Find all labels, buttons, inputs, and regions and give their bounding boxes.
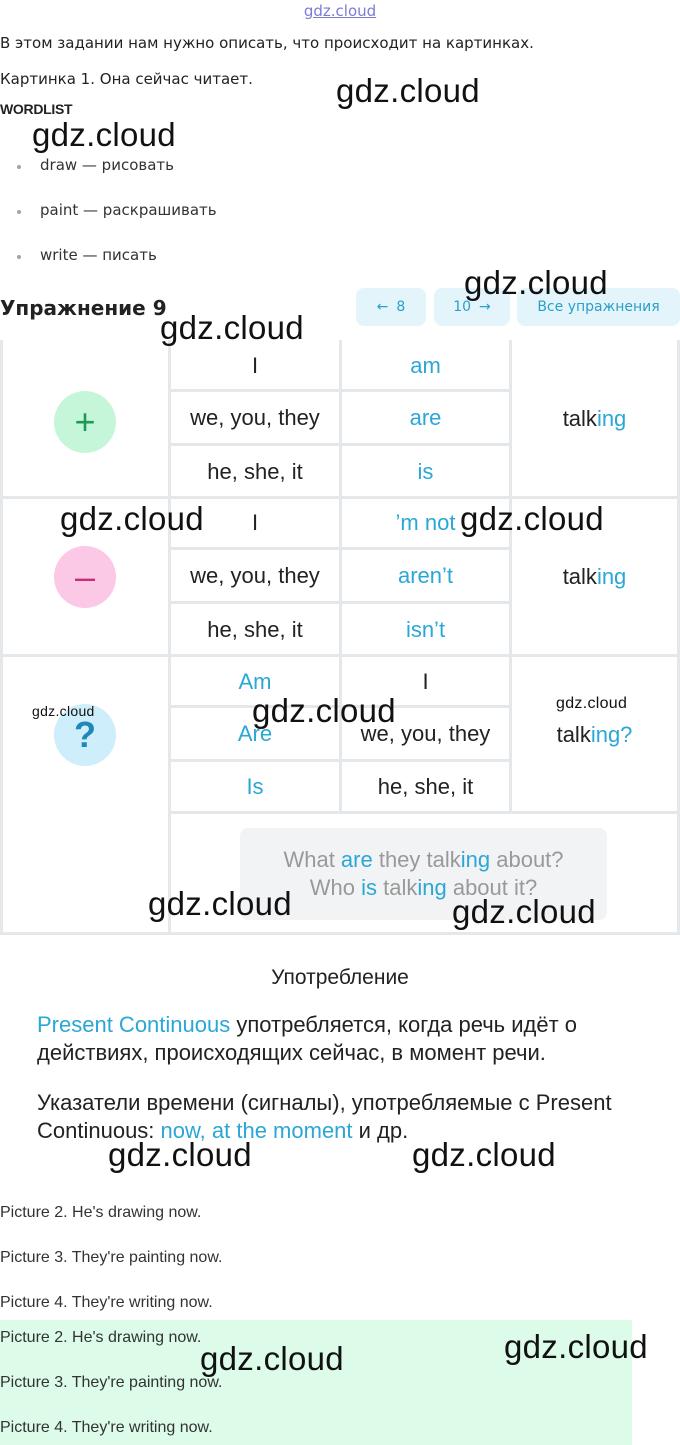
prev-exercise-label: 8 <box>396 299 406 315</box>
usage-paragraph: Present Continuous употребляется, когда речь идёт о действиях, происходящих сейчас, в момент речи. <box>37 1012 578 1065</box>
wordlist-title: WORDLIST <box>0 101 73 117</box>
verb-cell: Am <box>238 669 272 694</box>
watermark: gdz.cloud <box>252 692 396 729</box>
verb-form-cell: talk ing <box>562 406 627 431</box>
example-line: What are they talking about? <box>283 847 564 872</box>
answer-line: Picture 2. He's drawing now. <box>0 1204 202 1221</box>
watermark: gdz.cloud <box>148 885 292 922</box>
pronoun-cell: I <box>422 669 429 694</box>
wordlist-item: write — писать <box>17 246 157 264</box>
verb-cell: am <box>410 353 441 378</box>
site-link[interactable]: gdz.cloud <box>303 2 377 20</box>
prev-exercise-button[interactable] <box>356 288 426 326</box>
pronoun-cell: we, you, they <box>360 721 491 746</box>
pronoun-cell: he, she, it <box>207 459 303 484</box>
verb-cell: is <box>417 459 434 484</box>
intro-line-2: Картинка 1. Она сейчас читает. <box>0 70 253 88</box>
watermark: gdz.cloud <box>60 500 204 537</box>
watermark: gdz.cloud <box>464 264 608 301</box>
plus-icon: + <box>54 391 116 453</box>
verb-cell: are <box>409 405 442 430</box>
watermark: gdz.cloud <box>200 1340 344 1377</box>
pronoun-cell: he, she, it <box>377 774 474 799</box>
wordlist-item: draw — рисовать <box>17 156 174 174</box>
exercise-title: Упражнение 9 <box>0 296 167 320</box>
example-line: Who is talking about it? <box>309 875 538 900</box>
verb-cell: Is <box>246 774 264 799</box>
answer-line: Picture 4. They're writing now. <box>0 1294 213 1311</box>
highlighted-answer-line: Picture 2. He's drawing now. <box>0 1329 202 1346</box>
watermark: gdz.cloud <box>32 703 95 719</box>
watermark: gdz.cloud <box>452 893 596 930</box>
highlighted-answer-line: Picture 3. They're painting now. <box>0 1374 223 1391</box>
minus-icon: – <box>54 546 116 608</box>
pronoun-cell: he, she, it <box>207 617 303 642</box>
arrow-right-icon: → <box>479 299 491 315</box>
next-exercise-label: 10 <box>453 299 472 315</box>
usage-paragraph: Указатели времени (сигналы), употребляемые с Present Continuous: now, at the moment и др. <box>37 1090 612 1143</box>
watermark: gdz.cloud <box>32 116 176 153</box>
watermark: gdz.cloud <box>108 1136 252 1173</box>
pronoun-cell: I <box>251 510 259 535</box>
wordlist-item: paint — раскрашивать <box>17 201 217 219</box>
usage-title: Употребление <box>271 966 409 989</box>
verb-cell: isn’t <box>405 617 446 642</box>
pronoun-cell: I <box>251 353 259 378</box>
question-icon: ? <box>54 704 116 766</box>
intro-line-1: В этом задании нам нужно описать, что происходит на картинках. <box>0 34 534 52</box>
verb-cell: aren’t <box>397 563 454 588</box>
grammar-table <box>0 340 680 935</box>
watermark: gdz.cloud <box>556 695 628 712</box>
pronoun-cell: we, you, they <box>190 405 320 430</box>
verb-form-cell: talk ing <box>562 564 627 589</box>
watermark: gdz.cloud <box>504 1328 648 1365</box>
verb-cell: Are <box>237 721 273 746</box>
watermark: gdz.cloud <box>460 500 604 537</box>
arrow-left-icon: ← <box>376 299 389 315</box>
highlighted-answer-line: Picture 4. They're writing now. <box>0 1419 213 1436</box>
watermark: gdz.cloud <box>160 309 304 346</box>
answer-line: Picture 3. They're painting now. <box>0 1249 223 1266</box>
verb-form-cell: talk ing? <box>556 721 633 747</box>
pronoun-cell: we, you, they <box>190 563 320 588</box>
all-exercises-label: Все упражнения <box>537 299 660 315</box>
watermark: gdz.cloud <box>336 72 480 109</box>
verb-cell: ’m not <box>395 510 456 535</box>
watermark: gdz.cloud <box>412 1136 556 1173</box>
